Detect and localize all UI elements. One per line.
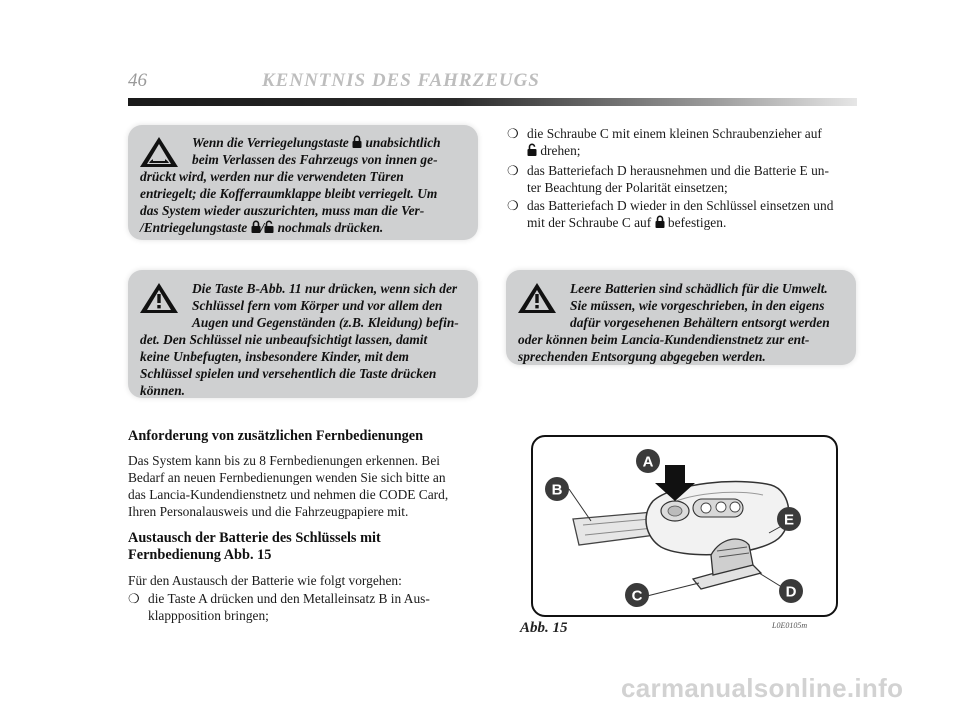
bullet-mark: ❍ — [507, 198, 519, 213]
page-number: 46 — [128, 70, 147, 91]
warning-box-batteries — [506, 270, 856, 365]
battery-replacement-intro: Für den Austausch der Batterie wie folgt vorgehen: — [128, 573, 402, 588]
header-rule — [128, 98, 857, 106]
bullet-mark: ❍ — [128, 591, 140, 606]
figure-caption: Abb. 15 — [520, 620, 568, 636]
callout-label-a: A — [642, 453, 654, 471]
lock-closed-icon — [251, 220, 261, 233]
lock-closed-icon — [352, 135, 362, 148]
warning-3-line: Sie müssen, wie vorgeschrieben, in den eigens — [570, 298, 825, 313]
warning-2-line: Schlüssel fern vom Körper und vor allem den — [192, 298, 443, 313]
warning-2-line: keine Unbefugten, insbesondere Kinder, mit dem — [140, 349, 409, 364]
key-illustration — [533, 437, 836, 615]
warning-1-line-2: beim Verlassen des Fahrzeugs von innen ge- — [192, 152, 438, 167]
warning-2-line: det. Den Schlüssel nie unbeaufsichtigt lassen, damit — [140, 332, 428, 347]
warning-box-lock-button — [128, 125, 478, 240]
warning-1-line-5: das System wieder auszurichten, muss man die Ver- — [140, 203, 425, 218]
warning-1-line-3: drückt wird, werden nur die verwendeten Türen — [140, 169, 404, 184]
lock-open-icon — [527, 143, 537, 156]
warning-3-line: dafür vorgesehenen Behältern entsorgt werden — [570, 315, 830, 330]
paragraph-additional-remotes: Das System kann bis zu 8 Fernbedienungen erkennen. Bei Bedarf an neuen Fernbedienungen wenden Sie sich bitte an das Lancia-Kundendienstnetz und nehmen die CODE Card, Ihren Personalausweis und die Fahrzeugpapiere mit. — [128, 453, 449, 519]
warning-2-line: Augen und Gegenständen (z.B. Kleidung) befin- — [192, 315, 459, 330]
warning-2-line: können. — [140, 383, 186, 398]
lock-closed-icon — [655, 215, 665, 228]
callout-label-e: E — [783, 511, 795, 529]
figure-code: L0E0105m — [772, 621, 808, 630]
watermark: carmanualsonline.info — [621, 673, 904, 703]
warning-2-line: Die Taste B-Abb. 11 nur drücken, wenn sich der — [192, 281, 458, 296]
page-header-title: KENNTNIS DES FAHRZEUGS — [262, 70, 540, 91]
warning-box-key-button — [128, 270, 478, 398]
warning-3-line: oder können beim Lancia-Kundendienstnetz zur ent- — [518, 332, 810, 347]
warning-1-line-6: /Entriegelungstaste / nochmals drücken. — [140, 220, 384, 235]
figure-key-battery — [531, 435, 838, 617]
warning-3-line: sprechenden Entsorgung abgegeben werden. — [518, 349, 766, 364]
callout-label-c: C — [631, 587, 643, 605]
callout-label-d: D — [785, 583, 797, 601]
warning-3-line: Leere Batterien sind schädlich für die Umwelt. — [570, 281, 828, 296]
lock-open-icon — [264, 220, 274, 233]
callout-label-b: B — [551, 481, 563, 499]
warning-2-line: Schlüssel spielen und versehentlich die Taste drücken — [140, 366, 437, 381]
warning-1-line-1: Wenn die Verriegelungstaste unabsichtlich — [192, 135, 441, 150]
bullet-mark: ❍ — [507, 163, 519, 178]
warning-1-line-4: entriegelt; die Kofferraumklappe bleibt verriegelt. Um — [140, 186, 438, 201]
bullet-mark: ❍ — [507, 126, 519, 141]
section-heading-additional-remotes: Anforderung von zusätzlichen Fernbedienungen — [128, 428, 424, 444]
section-heading-battery-replacement: Austausch der Batterie des Schlüssels mit Fernbedienung Abb. 15 — [128, 530, 381, 563]
